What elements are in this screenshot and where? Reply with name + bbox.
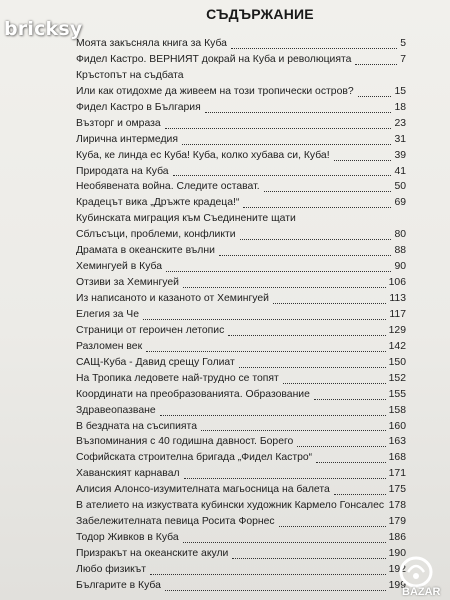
toc-entry-title: Хемингуей в Куба (76, 261, 162, 273)
toc-leader-dots (183, 527, 386, 543)
toc-entry-page-number: 178 (388, 500, 406, 512)
toc-entry-title: Из написаното и казаното от Хемингуей (76, 293, 269, 304)
toc-leader-dots (166, 256, 391, 272)
toc-entry-title: Възпоминания с 40 годишна давност. Борего (76, 436, 294, 448)
toc-leader-dots (165, 113, 391, 129)
toc-entry-page-number: 113 (389, 293, 406, 304)
toc-leader-dots (143, 304, 386, 320)
toc-leader-dots (146, 336, 386, 352)
toc-leader-dots (184, 463, 386, 479)
toc-entry-page-number: 168 (388, 452, 406, 464)
toc-entry-title: Здравеопазване (76, 404, 156, 416)
toc-entry-title: Забележителната певица Росита Форнес (76, 516, 275, 528)
toc-entry-page-number: 192 (388, 563, 406, 575)
toc-leader-dots (228, 320, 386, 336)
toc-entry-page-number: 158 (388, 404, 406, 416)
toc-entry-page-number: 152 (388, 372, 406, 384)
toc-entry-page-number: 160 (388, 420, 406, 432)
toc-entry-page-number: 88 (394, 245, 406, 257)
toc-entry-page-number: 129 (388, 324, 406, 336)
toc-leader-dots (334, 479, 386, 495)
toc-entry (76, 52, 406, 68)
toc-entry-title: Природата на Куба (76, 165, 169, 177)
bazar-logo-text: BAZAR (402, 586, 441, 598)
toc-leader-dots (243, 192, 391, 208)
toc-leader-dots (201, 416, 386, 432)
toc-leader-dots (219, 240, 391, 256)
toc-entry-page-number: 39 (394, 149, 406, 161)
toc-entry-title: Хаванският карнавал (76, 468, 180, 480)
watermark-logo: bricksy (4, 18, 83, 40)
toc-entry-title: Призракът на океанските акули (76, 548, 229, 559)
toc-entry-page-number: 179 (388, 516, 406, 528)
toc-entry-title: На Тропика ледовете най-трудно се топят (76, 372, 279, 384)
toc-leader-dots (231, 33, 397, 49)
toc-entry-title: Моята закъсняла книга за Куба (76, 38, 227, 49)
toc-entry-page-number: 15 (394, 85, 406, 97)
toc-leader-dots (358, 81, 391, 97)
toc-entry-title: Драмата в океанските вълни (76, 245, 215, 257)
toc-leader-dots (273, 288, 386, 304)
toc-leader-dots (316, 447, 386, 463)
toc-leader-dots (205, 97, 391, 113)
toc-entry-page-number: 7 (400, 53, 406, 65)
toc-entry (76, 578, 406, 594)
toc-entry-page-number: 41 (394, 165, 406, 177)
toc-leader-dots (334, 145, 391, 161)
toc-entry-title: В бездната на съсипията (76, 420, 197, 432)
toc-leader-dots (150, 559, 386, 575)
toc-entry-title: Кръстопът на съдбата (76, 69, 184, 81)
toc-entry-page-number: 117 (389, 308, 406, 320)
toc-entry-title: Крадецът вика „Дръжте крадеца!“ (76, 197, 240, 209)
toc-entry-title: Фидел Кастро. ВЕРНИЯТ докрай на Куба и революцията (76, 53, 352, 65)
toc-entry-title: Кубинската миграция към Съединените щати (76, 213, 296, 225)
toc-leader-dots (232, 543, 386, 559)
toc-entry-title: Българите в Куба (76, 579, 161, 591)
toc-entry-title: Тодор Живков в Куба (76, 532, 179, 544)
toc-entry-page-number: 23 (394, 117, 406, 129)
toc-leader-dots (183, 272, 386, 288)
toc-entry-title: Лирична интермедия (76, 133, 178, 145)
toc-entry-title: Или как отидохме да живеем на този тропически остров? (76, 85, 354, 97)
toc-leader-dots (279, 511, 386, 527)
toc-entry-page-number: 5 (400, 38, 406, 49)
toc-entry (76, 195, 406, 211)
toc-entry-page-number: 106 (388, 277, 406, 289)
toc-entry-title: Координати на преобразованията. Образование (76, 388, 310, 400)
toc-entry-page-number: 199 (388, 579, 406, 591)
toc-entry-title: Любо физикът (76, 563, 146, 575)
toc-entry-page-number: 50 (394, 181, 406, 193)
toc-entry-page-number: 69 (394, 197, 406, 209)
toc-entry-page-number: 90 (394, 261, 406, 273)
toc-entry-title: Необявената война. Следите остават. (76, 181, 260, 193)
toc-entry-title: Сблъсъци, проблеми, конфликти (76, 229, 236, 241)
table-of-contents (76, 36, 406, 594)
toc-leader-dots (173, 161, 391, 177)
toc-entry (76, 68, 406, 84)
toc-entry-title: Фидел Кастро в България (76, 101, 201, 113)
toc-leader-dots (297, 431, 386, 447)
toc-entry-page-number: 155 (388, 388, 406, 400)
toc-entry-title: Разломен век (76, 340, 143, 352)
toc-entry-title: Отзиви за Хемингуей (76, 277, 179, 289)
toc-entry-page-number: 171 (388, 468, 406, 480)
toc-entry-page-number: 190 (388, 548, 406, 559)
toc-entry-page-number: 186 (388, 532, 406, 544)
toc-leader-dots (355, 49, 397, 65)
toc-entry-page-number: 31 (394, 133, 406, 145)
toc-leader-dots (264, 176, 391, 192)
toc-entry-title: Куба, ке линда ес Куба! Куба, колко хубава си, Куба! (76, 149, 330, 161)
page-title: СЪДЪРЖАНИЕ (206, 6, 314, 22)
toc-leader-dots (160, 400, 386, 416)
toc-entry-page-number: 150 (388, 356, 406, 368)
toc-entry-title: В ателието на изкуствата кубински художник Кармело Гонсалес (76, 500, 385, 512)
toc-leader-dots (283, 368, 386, 384)
toc-entry-title: Алисия Алонсо-изумителната магьосница на балета (76, 484, 330, 496)
toc-entry-page-number: 142 (388, 340, 406, 352)
toc-entry-title: Възторг и омраза (76, 117, 161, 129)
toc-leader-dots (240, 224, 391, 240)
toc-entry-page-number: 175 (388, 484, 406, 496)
toc-entry-title: Софийската строителна бригада „Фидел Кастро“ (76, 452, 313, 464)
toc-entry-title: Страници от героичен летопис (76, 324, 225, 336)
toc-entry-title: САЩ-Куба - Давид срещу Голиат (76, 356, 235, 368)
toc-entry (76, 482, 406, 498)
toc-leader-dots (165, 575, 386, 591)
toc-leader-dots (314, 384, 386, 400)
toc-entry-title: Елегия за Че (76, 308, 140, 320)
toc-leader-dots (182, 129, 391, 145)
toc-entry-page-number: 163 (388, 436, 406, 448)
toc-entry-page-number: 80 (394, 229, 406, 241)
toc-entry-page-number: 18 (394, 101, 406, 113)
toc-leader-dots (239, 352, 386, 368)
